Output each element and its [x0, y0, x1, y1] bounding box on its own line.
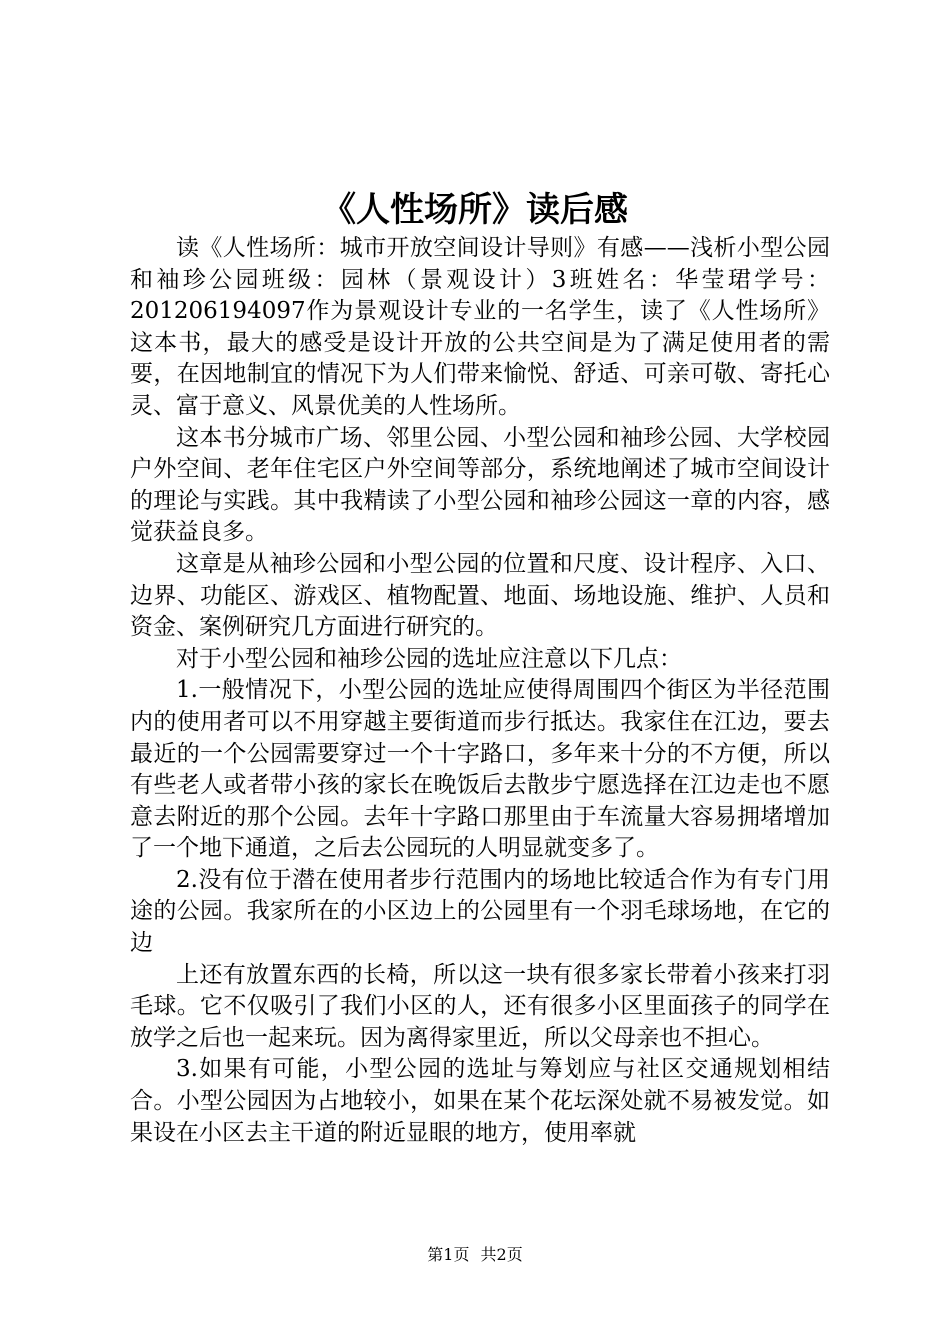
paragraph: 3.如果有可能，小型公园的选址与筹划应与社区交通规划相结合。小型公园因为占地较小，如果在某个花坛深处就不易被发觉。如果设在小区去主干道的附近显眼的地方，使用率就	[130, 1056, 830, 1146]
paragraph: 这章是从袖珍公园和小型公园的位置和尺度、设计程序、入口、边界、功能区、游戏区、植物配置、地面、场地设施、维护、人员和资金、案例研究几方面进行研究的。	[130, 550, 830, 641]
paragraph: 上还有放置东西的长椅，所以这一块有很多家长带着小孩来打羽毛球。它不仅吸引了我们小区的人，还有很多小区里面孩子的同学在放学之后也一起来玩。因为离得家里近，所以父母亲也不担心。	[130, 961, 830, 1051]
page-number: 第1页	[427, 1245, 470, 1264]
paragraph: 2.没有位于潜在使用者步行范围内的场地比较适合作为有专门用途的公园。我家所在的小区边上的公园里有一个羽毛球场地，在它的边	[130, 866, 830, 957]
document-title: 《人性场所》读后感	[322, 190, 628, 230]
paragraph: 这本书分城市广场、邻里公园、小型公园和袖珍公园、大学校园户外空间、老年住宅区户外空间等部分，系统地阐述了城市空间设计的理论与实践。其中我精读了小型公园和袖珍公园这一章的内容，感觉获益良多。	[130, 424, 830, 546]
paragraph: 读《人性场所：城市开放空间设计导则》有感——浅析小型公园和袖珍公园班级：园林（景观设计）3班姓名：华莹珺学号：201206194097作为景观设计专业的一名学生，读了《人性场所》这本书，最大的感受是设计开放的公共空间是为了满足使用者的需要，在因地制宜的情况下为人们带来愉悦、舒适、可亲可敬、寄托心灵、富于意义、风景优美的人性场所。	[130, 235, 830, 419]
paragraph: 对于小型公园和袖珍公园的选址应注意以下几点：	[176, 645, 682, 672]
paragraph: 1.一般情况下，小型公园的选址应使得周围四个街区为半径范围内的使用者可以不用穿越主要街道而步行抵达。我家住在江边，要去最近的一个公园需要穿过一个十字路口，多年来十分的不方便，所以有些老人或者带小孩的家长在晚饭后去散步宁愿选择在江边走也不愿意去附近的那个公园。去年十字路口那里由于车流量大容易拥堵增加了一个地下通道，之后去公园玩的人明显就变多了。	[130, 677, 830, 862]
page-footer	[0, 1244, 950, 1266]
page-total: 共2页	[480, 1245, 523, 1264]
document-body	[130, 233, 830, 1149]
